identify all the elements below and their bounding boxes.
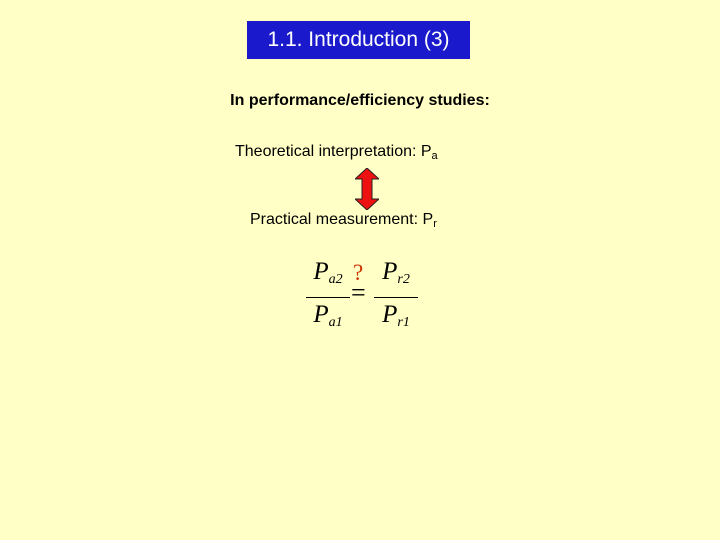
right-denominator-symbol: P: [382, 301, 398, 328]
theoretical-interpretation-line: [235, 143, 438, 162]
right-numerator-symbol: P: [382, 258, 398, 285]
practical-ratio: [374, 258, 418, 337]
left-numerator: [306, 258, 350, 294]
right-numerator: [374, 258, 418, 294]
right-numerator-subscript: r2: [397, 272, 410, 287]
equals-sign: =: [351, 278, 366, 307]
practical-label: Practical measurement: P: [250, 211, 434, 228]
practical-subscript: r: [433, 218, 437, 230]
practical-measurement-line: [250, 211, 437, 230]
theoretical-ratio: [306, 258, 350, 337]
left-numerator-subscript: a2: [328, 272, 343, 287]
right-fraction-bar: [374, 297, 418, 298]
right-denominator-subscript: r1: [397, 315, 410, 330]
double-headed-arrow-icon: [355, 168, 379, 210]
ratio-formula: [300, 258, 420, 334]
left-denominator-symbol: P: [313, 301, 329, 328]
left-fraction-bar: [306, 297, 350, 298]
theoretical-subscript: a: [431, 150, 438, 162]
question-mark: ?: [353, 260, 364, 285]
slide-title: 1.1. Introduction (3): [247, 21, 470, 59]
theoretical-label: Theoretical interpretation: P: [235, 143, 432, 160]
right-denominator: [374, 301, 418, 337]
left-numerator-symbol: P: [313, 258, 329, 285]
left-denominator: [306, 301, 350, 337]
left-denominator-subscript: a1: [328, 315, 343, 330]
section-heading: In performance/efficiency studies:: [230, 92, 490, 109]
